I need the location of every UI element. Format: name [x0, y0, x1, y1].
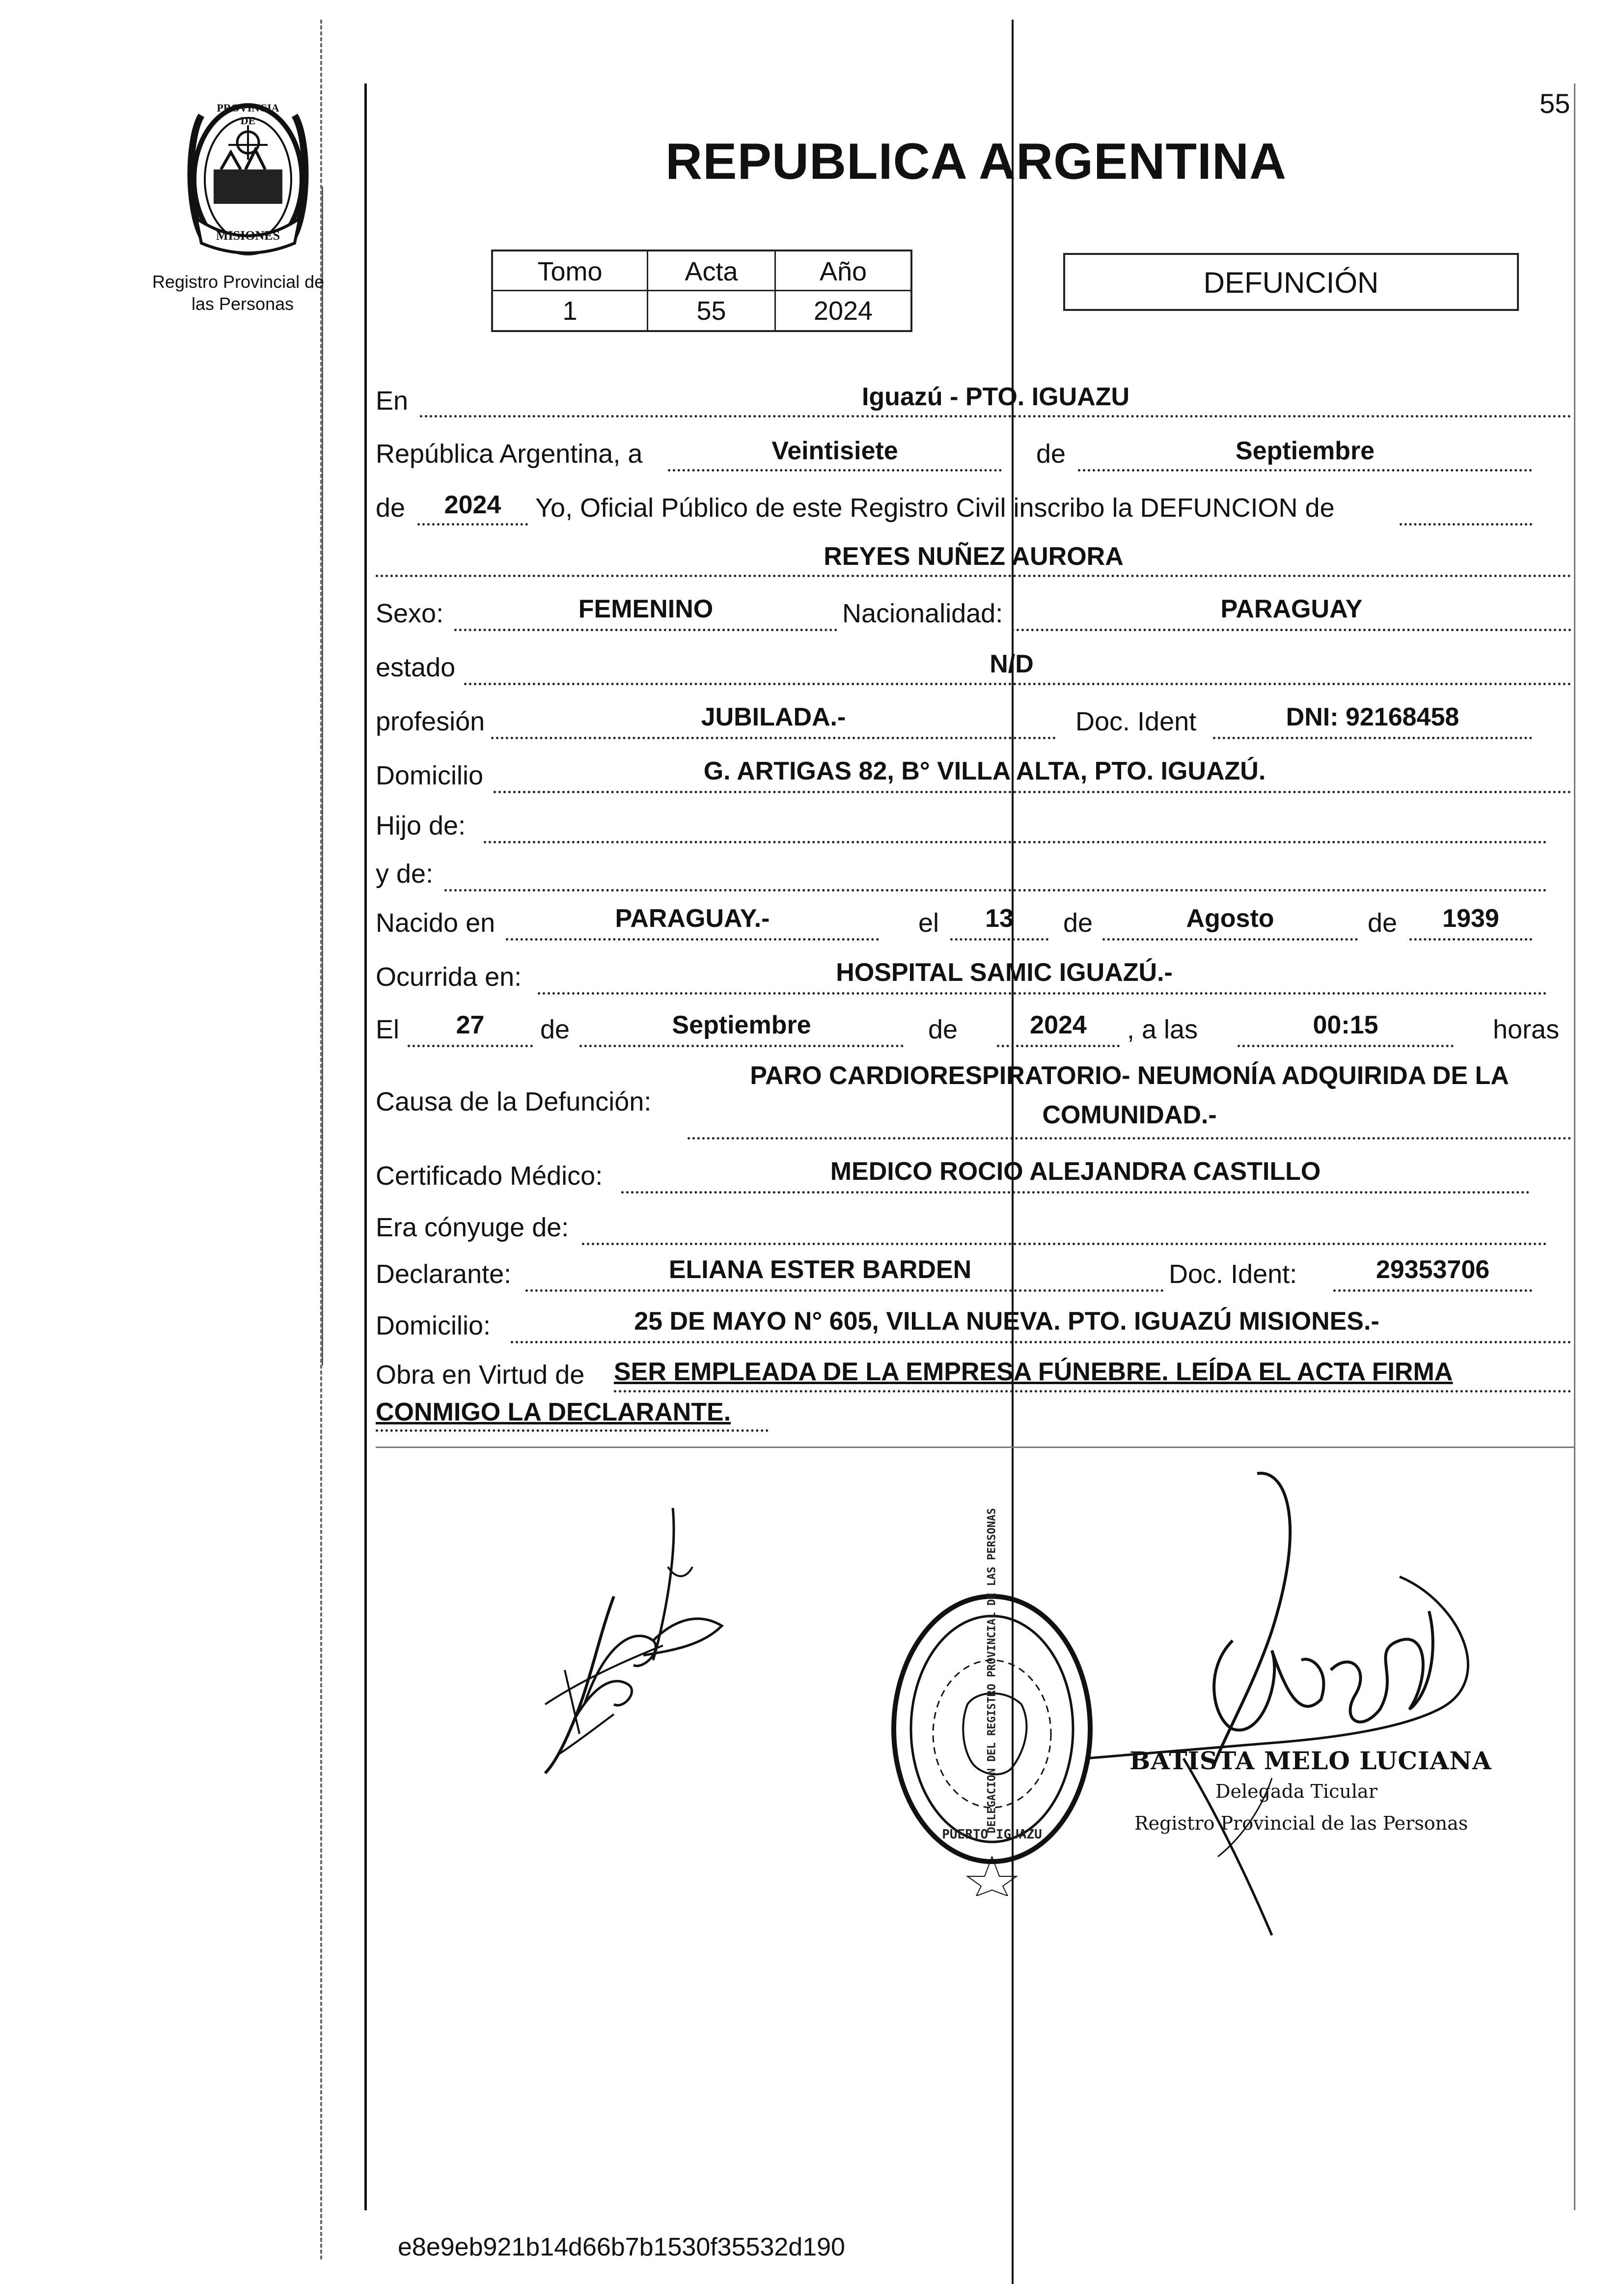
value-def-dia: 27 [456, 1011, 485, 1039]
label-causa: Causa de la Defunción: [376, 1087, 652, 1116]
value-obra-1: SER EMPLEADA DE LA EMPRESA FÚNEBRE. LEÍDA EL ACTA FIRMA [614, 1358, 1453, 1386]
label-y-de: y de: [376, 859, 434, 889]
end-rule [376, 1447, 1574, 1448]
label-yo-oficial: Yo, Oficial Público de este Registro Civil inscribo la DEFUNCION de [535, 493, 1335, 523]
label-de-1: de [1036, 439, 1066, 469]
seal-text: DELEGACION DEL REGISTRO PROVINCIAL DE LAS PERSONAS [986, 1508, 998, 1834]
table-header-acta: Acta [685, 257, 738, 286]
label-profesion: profesión [376, 707, 485, 736]
label-horas: horas [1493, 1015, 1560, 1044]
value-causa-2: COMUNIDAD.- [1042, 1101, 1217, 1129]
label-declarante: Declarante: [376, 1259, 512, 1289]
value-def-hora: 00:15 [1313, 1011, 1378, 1039]
label-sexo: Sexo: [376, 599, 444, 628]
label-de-6: de [928, 1015, 958, 1044]
label-hijo-de: Hijo de: [376, 811, 466, 840]
footer-hash: e8e9eb921b14d66b7b1530f35532d190 [398, 2233, 845, 2261]
record-type-box [1063, 253, 1519, 311]
left-margin-line [364, 84, 367, 2210]
value-nombre: REYES NUÑEZ AURORA [824, 542, 1124, 571]
label-republica: República Argentina, a [376, 439, 643, 469]
label-domicilio-2: Domicilio: [376, 1311, 491, 1340]
fold-line [1012, 20, 1014, 2284]
page-title: REPUBLICA ARGENTINA [665, 133, 1287, 190]
label-de-4: de [1368, 908, 1398, 938]
label-nacido-en: Nacido en [376, 908, 495, 938]
value-anio: 2024 [444, 491, 501, 519]
declarant-signature [516, 1498, 737, 1793]
issuer-line-2: las Personas [192, 294, 294, 314]
value-nac-anio: 1939 [1442, 904, 1499, 933]
value-declarante-domicilio: 25 DE MAYO N° 605, VILLA NUEVA. PTO. IGUAZÚ MISIONES.- [634, 1307, 1379, 1336]
label-certificado: Certificado Médico: [376, 1161, 603, 1191]
official-signature [1056, 1464, 1547, 1955]
label-de-5: de [540, 1015, 570, 1044]
value-sexo: FEMENINO [578, 595, 714, 623]
value-dia-texto: Veintisiete [771, 437, 898, 465]
label-domicilio: Domicilio [376, 761, 484, 790]
signatory-name: BATISTA MELO LUCIANA [1129, 1746, 1492, 1775]
table-value-anio: 2024 [813, 296, 873, 326]
right-margin-line [1574, 84, 1575, 2210]
value-obra-2: CONMIGO LA DECLARANTE. [376, 1398, 731, 1426]
province-logo [167, 96, 329, 263]
value-mes-texto: Septiembre [1235, 437, 1375, 465]
value-certificado: MEDICO ROCIO ALEJANDRA CASTILLO [830, 1157, 1321, 1186]
value-nac-dia: 13 [985, 904, 1014, 933]
label-el-2: El [376, 1015, 400, 1044]
value-ocurrida-en: HOSPITAL SAMIC IGUAZÚ.- [836, 958, 1173, 987]
seal-town: PUERTO IGUAZU [942, 1827, 1042, 1842]
signatory-role: Delegada Ticular [1215, 1781, 1377, 1802]
logo-text-bottom: MISIONES [216, 228, 280, 243]
record-table [491, 250, 912, 332]
label-doc-ident-2: Doc. Ident: [1169, 1259, 1297, 1289]
label-el-1: el [918, 908, 939, 938]
value-profesion: JUBILADA.- [701, 703, 846, 731]
value-def-mes: Septiembre [672, 1011, 811, 1039]
label-obra: Obra en Virtud de [376, 1360, 585, 1390]
page-number: 55 [1540, 88, 1570, 119]
value-domicilio: G. ARTIGAS 82, B° VILLA ALTA, PTO. IGUAZÚ. [703, 757, 1266, 785]
label-conyuge: Era cónyuge de: [376, 1213, 569, 1242]
logo-text-top: PROVINCIA DE [217, 102, 279, 127]
label-doc-ident: Doc. Ident [1075, 707, 1197, 736]
value-def-anio: 2024 [1030, 1011, 1087, 1039]
label-ocurrida-en: Ocurrida en: [376, 962, 522, 992]
label-de-3: de [1063, 908, 1093, 938]
value-lugar: Iguazú - PTO. IGUAZU [861, 383, 1130, 411]
table-value-acta: 55 [696, 296, 726, 326]
value-declarante: ELIANA ESTER BARDEN [668, 1255, 972, 1284]
scan-edge [320, 20, 322, 2259]
label-de-2: de [376, 493, 406, 523]
value-nacionalidad: PARAGUAY [1220, 595, 1363, 623]
record-type: DEFUNCIÓN [1203, 266, 1379, 299]
issuer-line-1: Registro Provincial de [152, 272, 325, 292]
value-estado: N/D [990, 650, 1034, 678]
table-header-anio: Año [819, 257, 867, 286]
label-estado: estado [376, 653, 456, 682]
value-doc: DNI: 92168458 [1286, 703, 1459, 731]
table-header-tomo: Tomo [537, 257, 603, 286]
label-en: En [376, 386, 409, 416]
value-nac-mes: Agosto [1186, 904, 1274, 933]
label-nacionalidad: Nacionalidad: [842, 599, 1003, 628]
value-nacido-en: PARAGUAY.- [615, 904, 770, 933]
value-declarante-doc: 29353706 [1376, 1255, 1490, 1284]
table-value-tomo: 1 [562, 296, 578, 326]
value-causa-1: PARO CARDIORESPIRATORIO- NEUMONÍA ADQUIRIDA DE LA [750, 1061, 1509, 1090]
signatory-office: Registro Provincial de las Personas [1134, 1812, 1468, 1834]
label-a-las: , a las [1127, 1015, 1198, 1044]
